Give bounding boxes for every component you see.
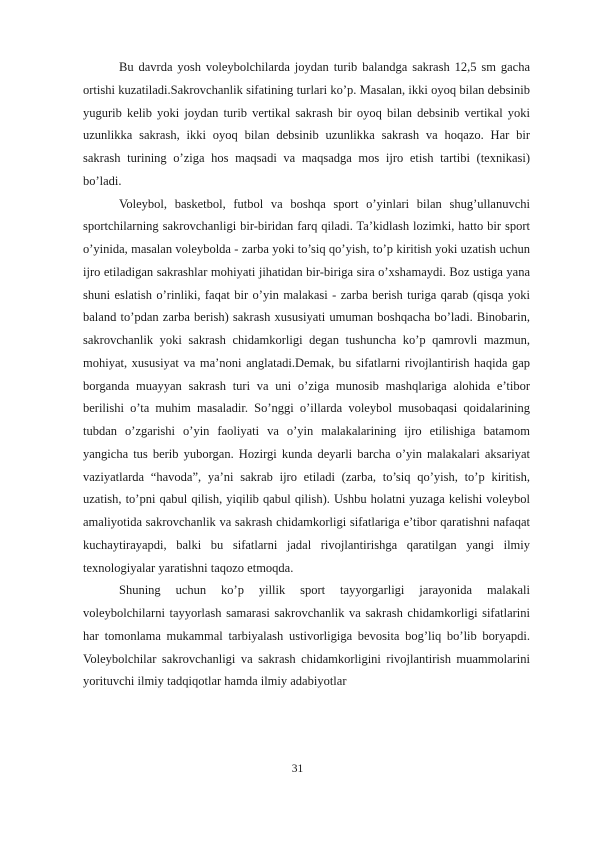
paragraph-jump-development: Bu davrda yosh voleybolchilarda joydan turib balandga sakrash 12,5 sm gacha ortishi kuzatiladi.Sakrovchanlik sifatining turlari ko’p. Masalan, ikki oyoq bilan debsinib yugurib kelib yoki joydan turib vertikal sakrash bir oyoq bilan debsinib vertikal yoki uzunlikka sakrash, ikki oyoq bilan debsinib uzunlikka sakrash va hoqazo. Har bir sakrash turining o’ziga hos maqsadi va maqsadga mos ijro etish tartibi (texnikasi) bo’ladi.	[83, 60, 530, 188]
paragraph-training-importance: Shuning uchun ko’p yillik sport tayyorgarligi jarayonida malakali voleybolchilarni tayyorlash samarasi sakrovchanlik va sakrash chidamkorligi sifatlarini har tomonlama mukammal tarbiyalash ustivorligiga bevosita bog’liq bo’lib boryapdi. Voleybolchilar sakrovchanligi va sakrash chidamkorligini rivojlantirish muammolarini yorituvchi ilmiy tadqiqotlar hamda ilmiy adabiyotlar	[83, 583, 530, 689]
page-number: 31	[291, 763, 304, 775]
document-page	[83, 56, 530, 693]
paragraph-sport-jumping-differences: Voleybol, basketbol, futbol va boshqa sport o’yinlari bilan shug’ullanuvchi sportchilarning sakrovchanligi bir-biridan farq qiladi. Ta’kidlash lozimki, hatto bir sport o’yinida, masalan voleybolda - zarba yoki to’siq qo’yish, to’p kiritish yoki uzatish uchun ijro etiladigan sakrashlar mohiyati jihatidan bir-biriga sira o’xshamaydi. Boz ustiga yana shuni eslatish o’rinliki, faqat bir o’yin malakasi - zarba berish turiga qarab (qisqa yoki baland to’pdan zarba berish) sakrash xususiyati umuman boshqacha bo’ladi. Binobarin, sakrovchanlik yoki sakrash chidamkorligi degan tushuncha ko’p qamrovli mazmun, mohiyat, xususiyat va ma’noni anglatadi.Demak, bu sifatlarni rivojlantirish haqida gap borganda muayyan sakrash turi va uni o’ziga munosib mashqlariga alohida e’tibor berilishi o’ta muhim masaladir. So’nggi o’illarda voleybol musobaqasi qoidalarining tubdan o’zgarishi o’yin faoliyati va o’yin malakalarining ijro etilishiga batamom yangicha tus berib yuborgan. Hozirgi kunda deyarli barcha o’yin malakalari aksariyat vaziyatlarda “havoda”, ya’ni sakrab ijro etiladi (zarba, to’siq qo’yish, to’p kiritish, uzatish, to’pni qabul qilish, yiqilib qabul qilish). Ushbu holatni yuzaga kelishi voleybol amaliyotida sakrovchanlik va sakrash chidamkorligi sifatlariga e’tibor qaratishni nafaqat kuchaytirayapdi, balki bu sifatlarni jadal rivojlantirishga qaratilgan yangi ilmiy texnologiyalar yaratishni taqozo etmoqda.	[83, 196, 530, 575]
